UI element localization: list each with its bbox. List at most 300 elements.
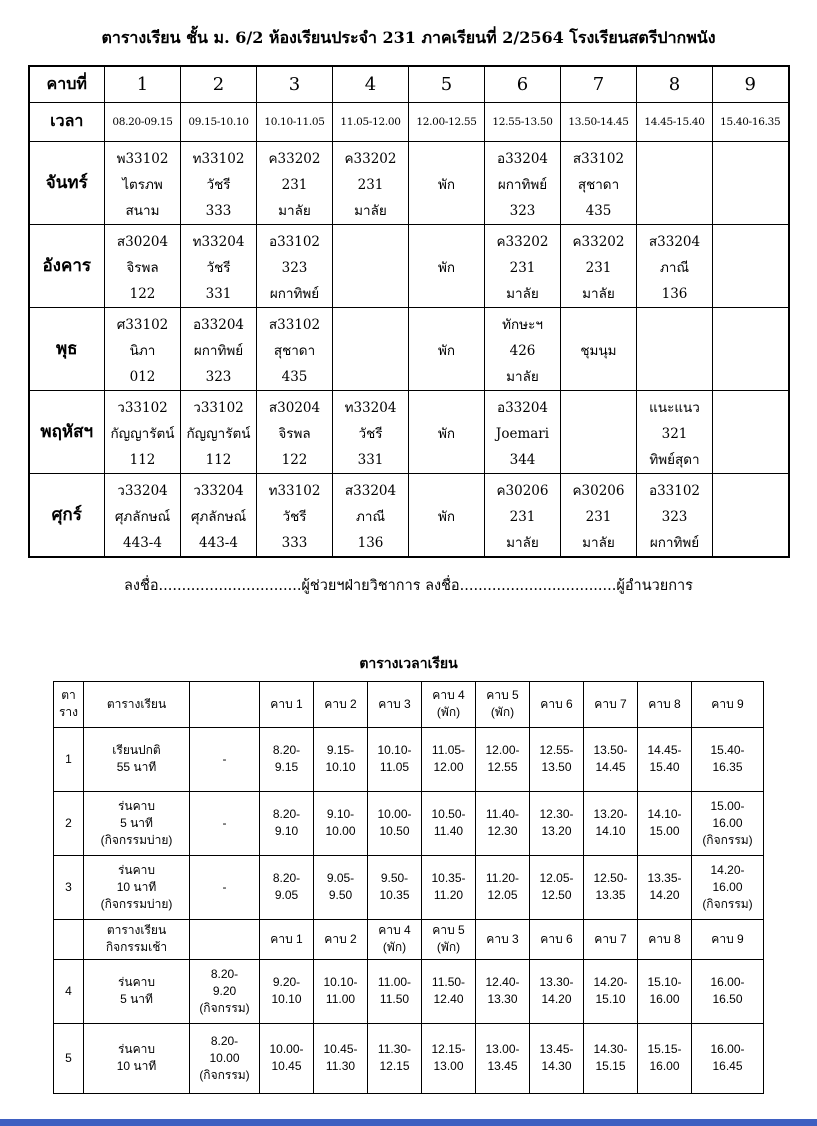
row-label-line: (กิจกรรมบ่าย) — [100, 832, 173, 847]
period-col-line: 12.50- — [593, 871, 628, 885]
period-col-line: คาบ 4 — [378, 923, 411, 937]
subject-cell — [105, 473, 181, 557]
subject-cell-line: 323 — [281, 259, 308, 276]
period-col-line: 10.50 — [379, 824, 410, 838]
subject-cell-line: 122 — [129, 285, 156, 302]
period-col-line: คาบ 7 — [594, 696, 627, 711]
subject-cell-line: พัก — [437, 508, 456, 525]
subject-cell-line: ค33202 — [496, 233, 549, 250]
subject-cell — [485, 390, 561, 473]
period-col-line: 12.05 — [487, 888, 518, 902]
subject-cell-line: กัญญารัตน์ — [186, 425, 251, 442]
subject-cell — [713, 473, 789, 557]
period-col-line: 11.30- — [377, 1042, 412, 1056]
period-col-line: 16.00 — [649, 1059, 680, 1073]
period-col — [260, 791, 314, 855]
period-col-line: 10.10- — [323, 975, 358, 989]
period-col-line: 12.15 — [379, 1059, 410, 1073]
subject-cell-line: ผกาทิพย์ — [269, 285, 320, 302]
period-col-line: 9.15- — [326, 743, 355, 757]
subject-cell — [485, 141, 561, 224]
period-col — [692, 855, 764, 919]
subject-cell-line: 443-4 — [199, 534, 238, 551]
row-label-line: กิจกรรมเช้า — [105, 940, 168, 954]
day-name: ศุกร์ — [29, 473, 105, 557]
subject-cell-line: 231 — [509, 259, 536, 276]
period-col-line: 10.00- — [269, 1042, 304, 1056]
period-col — [530, 855, 584, 919]
period-col — [260, 727, 314, 791]
subject-cell-line: มาลัย — [582, 534, 615, 551]
subject-cell-line: 323 — [509, 202, 536, 219]
early-slot-line: 8.20- — [210, 1033, 239, 1048]
subject-cell-line: มาลัย — [506, 368, 539, 385]
period-col — [638, 855, 692, 919]
subject-cell — [409, 224, 485, 307]
subject-cell-line: ส30204 — [268, 399, 321, 416]
period-col-line: 13.45- — [539, 1042, 574, 1056]
day-name: พฤหัสฯ — [29, 390, 105, 473]
period-col — [260, 681, 314, 727]
period-col — [422, 855, 476, 919]
period-col — [260, 1023, 314, 1093]
period-col — [422, 1023, 476, 1093]
subject-cell-line: ผกาทิพย์ — [497, 176, 548, 193]
subject-cell-line: 323 — [205, 368, 232, 385]
subject-cell-line: 231 — [585, 259, 612, 276]
period-col — [476, 791, 530, 855]
subject-cell — [637, 473, 713, 557]
period-col-line: 14.20 — [541, 992, 572, 1006]
subject-cell-line: ชุมนุม — [580, 342, 617, 359]
subject-cell — [637, 307, 713, 390]
early-slot-line: - — [222, 879, 227, 894]
subject-cell-line: 435 — [281, 368, 308, 385]
period-col — [530, 791, 584, 855]
subject-cell-line: 331 — [205, 285, 232, 302]
subject-cell-line: 331 — [357, 451, 384, 468]
subject-cell — [181, 390, 257, 473]
time-row-label: เวลา — [29, 102, 105, 141]
early-slot — [190, 681, 260, 727]
period-col-line: 16.00- — [710, 975, 745, 989]
subject-cell — [257, 224, 333, 307]
period-col — [584, 681, 638, 727]
day-name: จันทร์ — [29, 141, 105, 224]
period-col-line: 15.00 — [649, 824, 680, 838]
row-number-line: 1 — [65, 751, 72, 766]
period-number: 3 — [257, 66, 333, 102]
subject-cell — [561, 390, 637, 473]
period-col-line: 11.05- — [431, 743, 466, 757]
period-col — [260, 959, 314, 1023]
row-number-line: 5 — [65, 1050, 72, 1065]
period-col-line: 14.20 — [649, 888, 680, 902]
period-col — [638, 959, 692, 1023]
subject-cell-line: 443-4 — [123, 534, 162, 551]
subject-cell-line: 231 — [281, 176, 308, 193]
period-col-line: 15.40 — [649, 760, 680, 774]
period-col-line: 10.00- — [377, 807, 412, 821]
period-col-line: 13.00- — [485, 1042, 520, 1056]
row-number — [54, 727, 84, 791]
period-col-line: 13.50 — [541, 760, 572, 774]
period-col — [368, 1023, 422, 1093]
subject-cell-line: 426 — [509, 342, 536, 359]
period-col — [314, 791, 368, 855]
period-header-row — [29, 66, 789, 102]
period-col-line: 14.20- — [593, 975, 628, 989]
row-label-line: 5 นาที — [120, 992, 153, 1006]
subject-cell-line: ทิพย์สุดา — [649, 451, 700, 468]
schedule-row — [54, 959, 764, 1023]
subject-cell-line: 231 — [357, 176, 384, 193]
period-col-line: 16.35 — [712, 760, 743, 774]
period-col — [476, 959, 530, 1023]
period-col — [692, 959, 764, 1023]
period-col-line: 15.10- — [647, 975, 682, 989]
period-col — [422, 681, 476, 727]
period-col-line: 11.40 — [433, 824, 464, 838]
subject-cell-line: สนาม — [125, 202, 160, 219]
day-row — [29, 307, 789, 390]
subject-cell-line: อ33102 — [268, 233, 321, 250]
period-col — [638, 727, 692, 791]
period-col-line: 9.15 — [274, 760, 299, 774]
row-number-line: 4 — [65, 983, 72, 998]
period-col-line: 13.20 — [541, 824, 572, 838]
period-col-line: 12.40 — [433, 992, 464, 1006]
timetable-days — [29, 141, 789, 557]
period-col — [584, 1023, 638, 1093]
period-col-line: 12.30 — [487, 824, 518, 838]
period-col — [314, 1023, 368, 1093]
period-col-line: คาบ 1 — [270, 931, 303, 946]
subject-cell-line: จิรพล — [278, 425, 311, 442]
period-col-line: 14.10 — [595, 824, 626, 838]
period-col-line: 16.00 — [712, 815, 743, 830]
day-row — [29, 141, 789, 224]
period-col-line: 13.45 — [487, 1059, 518, 1073]
period-col — [422, 919, 476, 959]
subject-cell-line: ไตรภพ — [122, 176, 163, 193]
subject-cell-line: 112 — [129, 451, 156, 468]
period-number: 9 — [713, 66, 789, 102]
row-label-line: ร่นคาบ — [117, 1042, 156, 1056]
early-slot-line: - — [222, 815, 227, 830]
period-col-line: 16.00- — [710, 1042, 745, 1056]
day-name: อังคาร — [29, 224, 105, 307]
subject-cell-line: ท33102 — [268, 482, 321, 499]
period-col-line: คาบ 4 — [432, 688, 465, 702]
subject-cell-line: พัก — [437, 342, 456, 359]
period-col — [368, 681, 422, 727]
period-col-line: คาบ 9 — [711, 696, 744, 711]
period-col-line: 10.00 — [325, 824, 356, 838]
subject-cell-line: ว33204 — [117, 482, 168, 499]
row-label-line: ร่นคาบ — [117, 798, 156, 813]
period-col-line: 16.50 — [712, 992, 743, 1006]
subject-cell-line: 231 — [585, 508, 612, 525]
day-row — [29, 224, 789, 307]
subject-cell — [333, 224, 409, 307]
subject-cell — [409, 307, 485, 390]
subject-cell-line: อ33102 — [648, 482, 701, 499]
period-col — [584, 855, 638, 919]
period-col-line: 11.40- — [485, 807, 520, 821]
period-col — [692, 727, 764, 791]
early-slot-line: (กิจกรรม) — [199, 1000, 250, 1015]
period-col-line: 9.20- — [272, 975, 301, 989]
period-col-line: 13.30- — [539, 975, 574, 989]
period-col — [692, 919, 764, 959]
subject-cell-line: ศุภลักษณ์ — [190, 508, 247, 525]
period-col-line: 12.30- — [539, 807, 574, 821]
subject-cell-line: ท33102 — [192, 150, 245, 167]
period-col-line: 11.00 — [325, 992, 356, 1006]
schedule-row — [54, 1023, 764, 1093]
period-col-line: คาบ 8 — [648, 696, 681, 711]
time-row — [29, 102, 789, 141]
subject-cell-line: อ33204 — [192, 316, 245, 333]
row-number — [54, 959, 84, 1023]
period-col-line: (พัก) — [382, 940, 407, 954]
period-col-line: 10.10 — [325, 760, 356, 774]
subject-cell-line: มาลัย — [354, 202, 387, 219]
subject-cell-line: 122 — [281, 451, 308, 468]
subject-cell-line: ว33102 — [117, 399, 168, 416]
period-col-line: 9.50- — [380, 871, 409, 885]
row-label-line: ร่นคาบ — [117, 975, 156, 989]
row-label — [84, 959, 190, 1023]
period-col — [530, 681, 584, 727]
time-schedule-section — [0, 653, 817, 1094]
subject-cell — [409, 390, 485, 473]
period-col — [314, 727, 368, 791]
subject-cell-line: ท33204 — [192, 233, 245, 250]
subject-cell — [181, 224, 257, 307]
period-col-line: คาบ 2 — [324, 696, 357, 711]
class-timetable — [28, 65, 790, 558]
period-header-label: คาบที่ — [29, 66, 105, 102]
subject-cell — [257, 307, 333, 390]
subject-cell-line: จิรพล — [126, 259, 159, 276]
subject-cell-line: มาลัย — [506, 534, 539, 551]
subject-cell — [561, 473, 637, 557]
period-col — [692, 791, 764, 855]
period-time: 10.10-11.05 — [257, 102, 333, 141]
subject-cell — [105, 307, 181, 390]
period-col — [584, 959, 638, 1023]
subject-cell-line: ส33102 — [572, 150, 625, 167]
row-number — [54, 681, 84, 727]
subject-cell — [257, 390, 333, 473]
subject-cell — [637, 390, 713, 473]
period-col-line: 11.20- — [485, 871, 520, 885]
subject-cell-line: วัชรี — [206, 176, 231, 193]
page-title: ตารางเรียน ชั้น ม. 6/2 ห้องเรียนประจำ 231 ภาคเรียนที่ 2/2564 โรงเรียนสตรีปากพนัง — [101, 28, 716, 47]
period-col — [692, 681, 764, 727]
period-col-line: คาบ 9 — [711, 931, 744, 946]
period-col-line: 13.35- — [647, 871, 682, 885]
subject-cell-line: สุชาดา — [577, 176, 620, 193]
period-col — [422, 791, 476, 855]
subject-cell-line: ศุภลักษณ์ — [114, 508, 171, 525]
period-col-line: คาบ 1 — [270, 696, 303, 711]
period-col-line: 10.45- — [323, 1042, 358, 1056]
time-schedule-rows — [54, 681, 764, 1093]
day-row — [29, 390, 789, 473]
period-col — [476, 855, 530, 919]
period-col — [584, 791, 638, 855]
subject-cell — [105, 390, 181, 473]
subject-cell-line: แนะแนว — [649, 399, 700, 416]
period-col-line: 15.00- — [710, 798, 745, 813]
subject-cell-line: ว33102 — [193, 399, 244, 416]
row-label — [84, 727, 190, 791]
period-col — [638, 681, 692, 727]
period-col-line: 14.20- — [710, 862, 745, 877]
day-name: พุธ — [29, 307, 105, 390]
period-col-line: 12.00- — [485, 743, 520, 757]
period-col-line: 11.30 — [325, 1059, 356, 1073]
subject-cell-line: ส33102 — [268, 316, 321, 333]
period-col-line: 16.45 — [712, 1059, 743, 1073]
period-col-line: 11.20 — [433, 888, 464, 902]
subject-cell-line: ผกาทิพย์ — [649, 534, 700, 551]
day-row — [29, 473, 789, 557]
period-time: 09.15-10.10 — [181, 102, 257, 141]
early-slot-line: 10.00 — [209, 1050, 240, 1065]
period-col-line: 13.00 — [433, 1059, 464, 1073]
subject-cell-line: นิภา — [129, 342, 156, 359]
subject-cell — [637, 224, 713, 307]
period-col-line: 9.50 — [328, 888, 353, 902]
period-col-line: คาบ 3 — [486, 931, 519, 946]
period-col-line: คาบ 6 — [540, 931, 573, 946]
period-col — [530, 919, 584, 959]
period-col-line: (กิจกรรม) — [702, 896, 753, 911]
subject-cell — [257, 473, 333, 557]
subject-cell-line: มาลัย — [582, 285, 615, 302]
period-col-line: 15.10 — [595, 992, 626, 1006]
period-col — [530, 959, 584, 1023]
period-col-line: 10.10- — [377, 743, 412, 757]
row-label-line: 5 นาที — [120, 815, 153, 830]
period-col — [476, 1023, 530, 1093]
early-slot-line: - — [222, 751, 227, 766]
subject-cell-line: ส30204 — [116, 233, 169, 250]
subject-cell-line: ส33204 — [344, 482, 397, 499]
row-number — [54, 1023, 84, 1093]
period-time: 12.00-12.55 — [409, 102, 485, 141]
period-number: 7 — [561, 66, 637, 102]
row-number-line: ตา — [61, 688, 76, 702]
row-number-line: 3 — [65, 879, 72, 894]
subject-cell-line: 323 — [661, 508, 688, 525]
subject-cell — [333, 390, 409, 473]
subject-cell-line: 012 — [129, 368, 156, 385]
period-col-line: 14.30- — [593, 1042, 628, 1056]
schedule-header-row — [54, 681, 764, 727]
schedule-header-row — [54, 919, 764, 959]
subject-cell-line: Joemari — [495, 425, 550, 442]
footer-bar — [0, 1119, 817, 1126]
subject-cell — [105, 141, 181, 224]
period-time: 15.40-16.35 — [713, 102, 789, 141]
period-col — [260, 919, 314, 959]
row-label — [84, 855, 190, 919]
subject-cell-line: ภาณี — [355, 508, 385, 525]
subject-cell-line: ศ33102 — [116, 316, 169, 333]
subject-cell-line: ว33204 — [193, 482, 244, 499]
subject-cell — [561, 307, 637, 390]
period-col-line: 12.50 — [541, 888, 572, 902]
period-number: 1 — [105, 66, 181, 102]
period-col — [314, 919, 368, 959]
subject-cell-line: 333 — [205, 202, 232, 219]
period-col-line: 12.05- — [539, 871, 574, 885]
subject-cell — [713, 224, 789, 307]
subject-cell-line: อ33204 — [496, 150, 549, 167]
subject-cell — [713, 390, 789, 473]
period-col-line: 9.05 — [274, 888, 299, 902]
period-col-line: 12.55 — [487, 760, 518, 774]
period-col-line: 11.00- — [377, 975, 412, 989]
subject-cell — [561, 141, 637, 224]
row-label — [84, 681, 190, 727]
subject-cell — [713, 141, 789, 224]
subject-cell — [333, 307, 409, 390]
row-number — [54, 919, 84, 959]
period-col — [692, 1023, 764, 1093]
period-col-line: 9.10- — [326, 807, 355, 821]
subject-cell-line: พัก — [437, 176, 456, 193]
early-slot — [190, 791, 260, 855]
subject-cell-line: กัญญารัตน์ — [110, 425, 175, 442]
subject-cell-line: 333 — [281, 534, 308, 551]
period-col-line: 8.20- — [272, 743, 301, 757]
period-col — [368, 959, 422, 1023]
row-label-line: 10 นาที — [116, 1059, 157, 1073]
row-label-line: 10 นาที — [116, 879, 157, 894]
early-slot-line: 8.20- — [210, 966, 239, 981]
period-col-line: 12.40- — [485, 975, 520, 989]
period-col-line: 14.30 — [541, 1059, 572, 1073]
period-col-line: 13.50- — [593, 743, 628, 757]
period-col — [314, 855, 368, 919]
subject-cell-line: ค30206 — [496, 482, 549, 499]
subject-cell-line: 231 — [509, 508, 536, 525]
signature-line: ลงชื่อ...............................ผู้ช่วยฯฝ่ายวิชาการ ลงชื่อ..................................ผู้อำนวยการ — [124, 577, 693, 594]
subject-cell — [409, 141, 485, 224]
row-label-line: ตารางเรียน — [106, 923, 167, 937]
early-slot — [190, 855, 260, 919]
subject-cell — [333, 473, 409, 557]
period-col-line: คาบ 5 — [432, 923, 465, 937]
row-label-line: เรียนปกติ — [112, 743, 161, 757]
subject-cell-line: อ33204 — [496, 399, 549, 416]
period-col-line: คาบ 5 — [486, 688, 519, 702]
period-col-line: (พัก) — [436, 940, 461, 954]
period-number: 6 — [485, 66, 561, 102]
period-col-line: 16.00 — [649, 992, 680, 1006]
period-col — [638, 919, 692, 959]
subject-cell-line: ค30206 — [572, 482, 625, 499]
period-col-line: 12.55- — [539, 743, 574, 757]
period-col-line: 11.50 — [379, 992, 410, 1006]
row-label-line: ตารางเรียน — [106, 696, 167, 711]
